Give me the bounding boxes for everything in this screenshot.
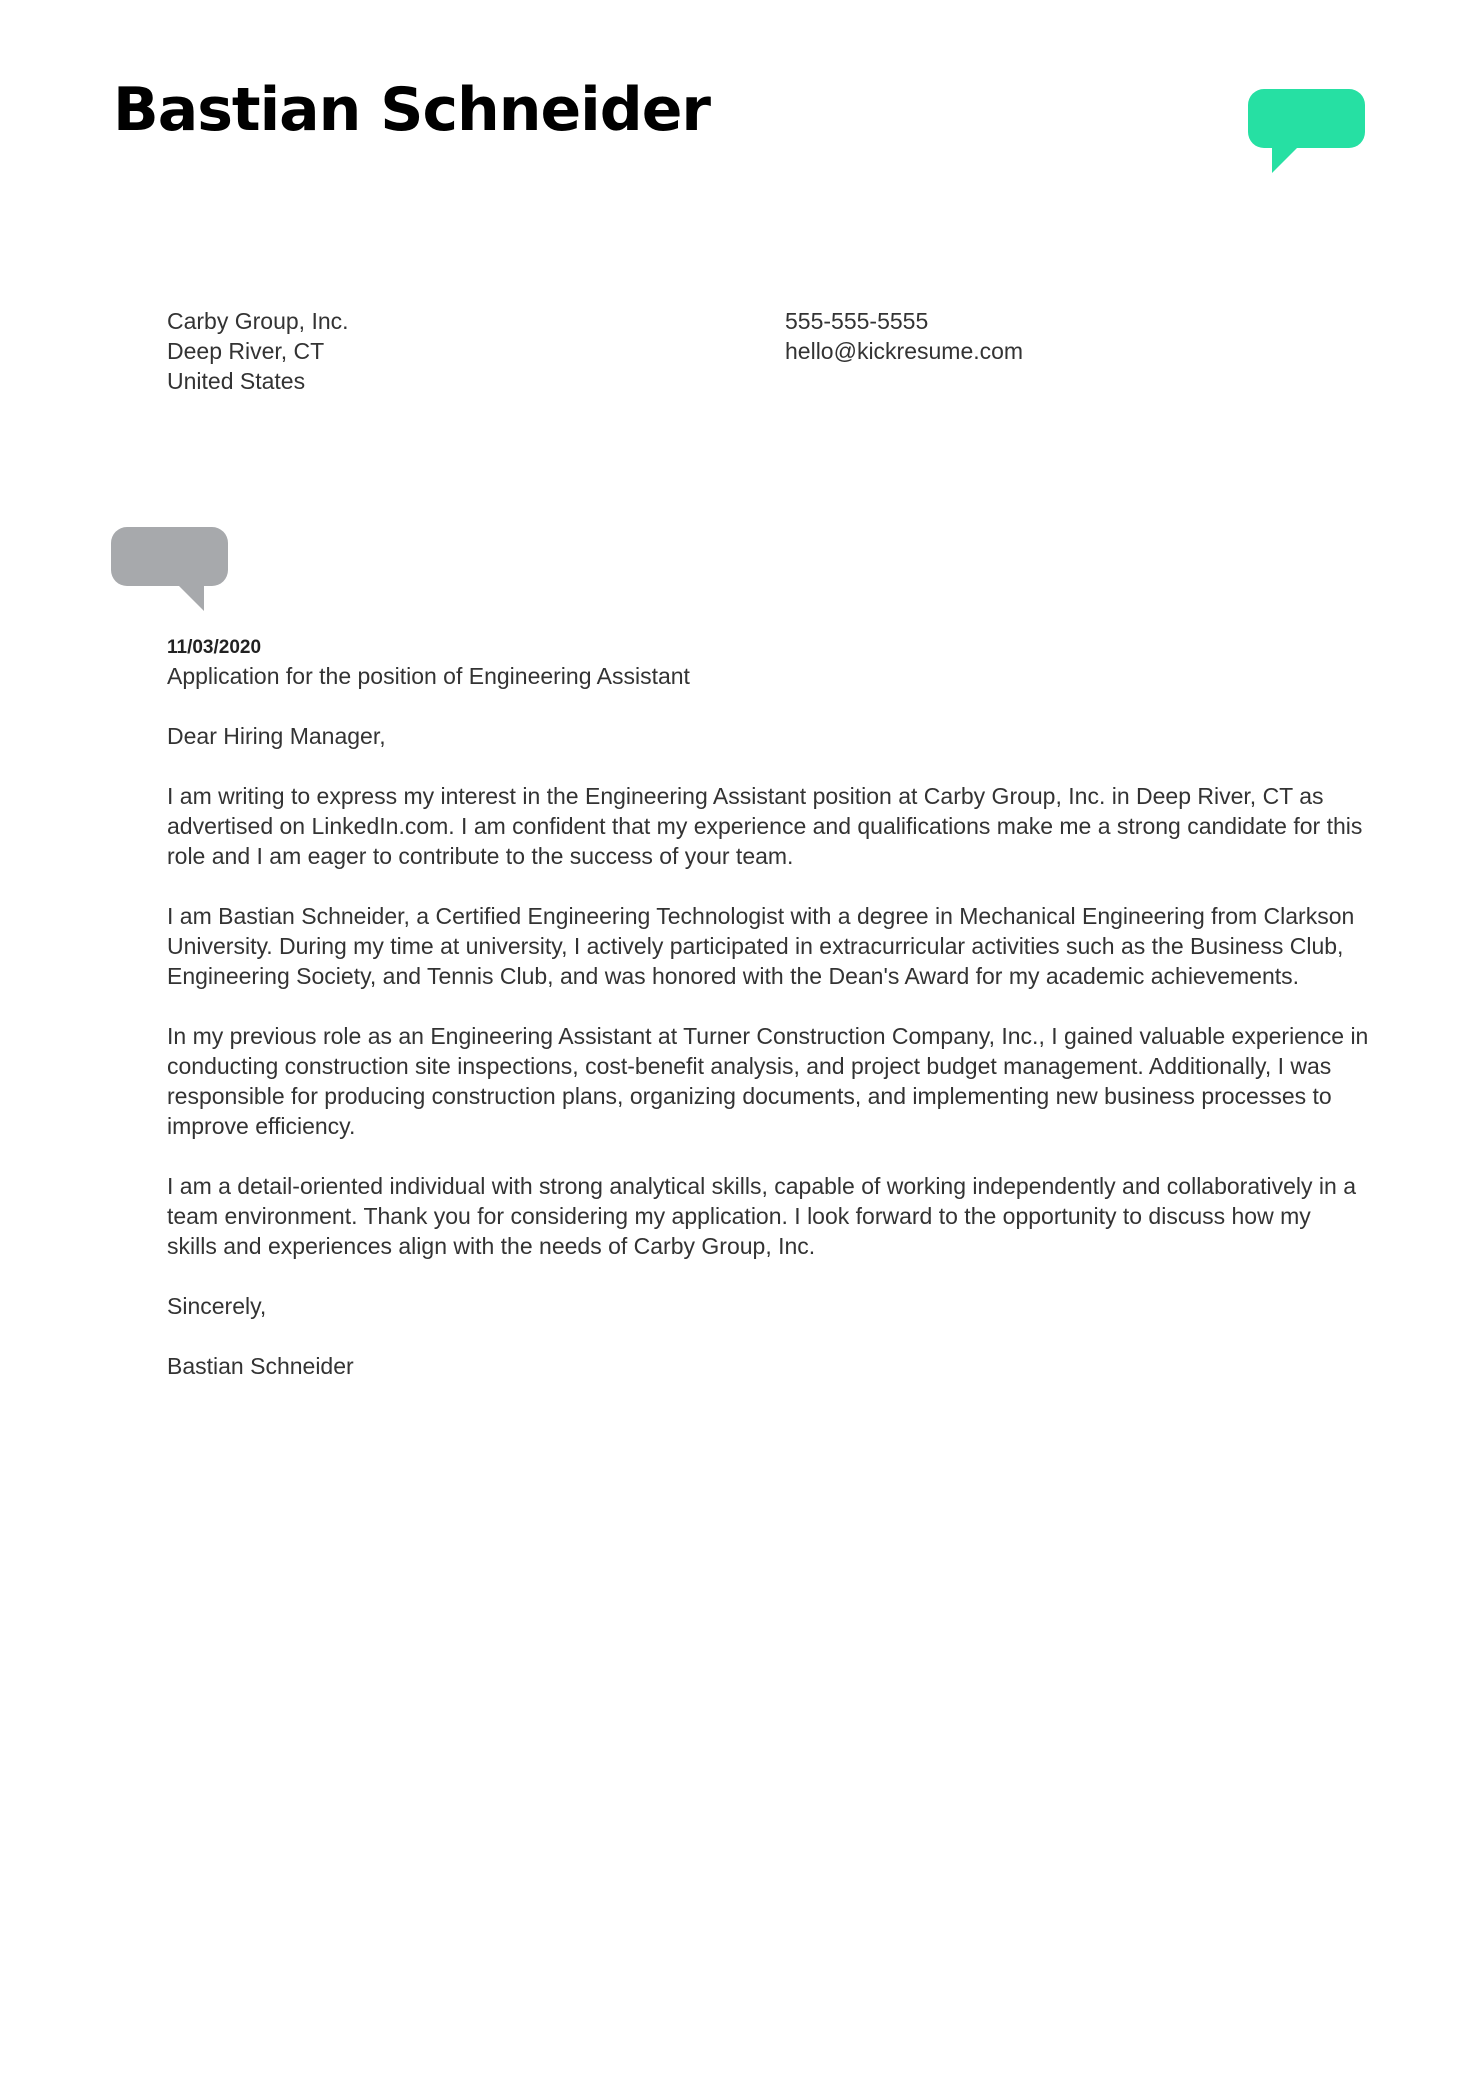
- letter-date: 11/03/2020: [167, 637, 262, 658]
- paragraph-line: I am Bastian Schneider, a Certified Engineering Technologist with a degree in Mechanical Engineering from Clarkson: [167, 903, 1355, 929]
- candidate-name: Bastian Schneider: [113, 75, 710, 145]
- paragraph-line: Engineering Society, and Tennis Club, and was honored with the Dean's Award for my academic achievements.: [167, 963, 1300, 989]
- sender-email[interactable]: hello@kickresume.com: [785, 338, 1024, 364]
- recipient-address: [167, 306, 349, 396]
- paragraph-line: In my previous role as an Engineering Assistant at Turner Construction Company, Inc., I gained valuable experience in: [167, 1023, 1369, 1049]
- paragraph-line: responsible for producing construction plans, organizing documents, and implementing new business processes to: [167, 1083, 1332, 1109]
- speech-bubble-shape: [111, 527, 228, 611]
- paragraph-line: University. During my time at university, I actively participated in extracurricular activities such as the Business Club,: [167, 933, 1344, 959]
- recipient-company: Carby Group, Inc.: [167, 308, 349, 334]
- letter-paragraph: [167, 1021, 1367, 1141]
- paragraph-line: role and I am eager to contribute to the success of your team.: [167, 843, 794, 869]
- letter-paragraph: [167, 781, 1367, 871]
- letter-paragraph: [167, 1171, 1367, 1261]
- letter-salutation: Dear Hiring Manager,: [167, 723, 386, 749]
- speech-bubble-icon: [111, 527, 228, 613]
- recipient-city: Deep River, CT: [167, 338, 325, 364]
- letter-paragraph: [167, 901, 1367, 991]
- speech-bubble-icon: [1248, 89, 1365, 175]
- paragraph-line: I am writing to express my interest in the Engineering Assistant position at Carby Group, Inc. in Deep River, CT as: [167, 783, 1324, 809]
- letter-signature: Bastian Schneider: [167, 1353, 354, 1379]
- letter-body: [167, 635, 1367, 1411]
- paragraph-line: advertised on LinkedIn.com. I am confident that my experience and qualifications make me a strong candidate for this: [167, 813, 1363, 839]
- recipient-country: United States: [167, 368, 306, 394]
- sender-contact: [785, 306, 1023, 366]
- paragraph-line: I am a detail-oriented individual with strong analytical skills, capable of working independently and collaboratively in a: [167, 1173, 1357, 1199]
- paragraph-line: team environment. Thank you for considering my application. I look forward to the opportunity to discuss how my: [167, 1203, 1311, 1229]
- letter-closing: Sincerely,: [167, 1293, 267, 1319]
- sender-phone: 555-555-5555: [785, 308, 929, 334]
- speech-bubble-shape: [1248, 89, 1365, 173]
- paragraph-line: conducting construction site inspections, cost-benefit analysis, and project budget management. Additionally, I was: [167, 1053, 1332, 1079]
- paragraph-line: skills and experiences align with the needs of Carby Group, Inc.: [167, 1233, 816, 1259]
- paragraph-line: improve efficiency.: [167, 1113, 356, 1139]
- letter-subject: Application for the position of Engineering Assistant: [167, 663, 690, 689]
